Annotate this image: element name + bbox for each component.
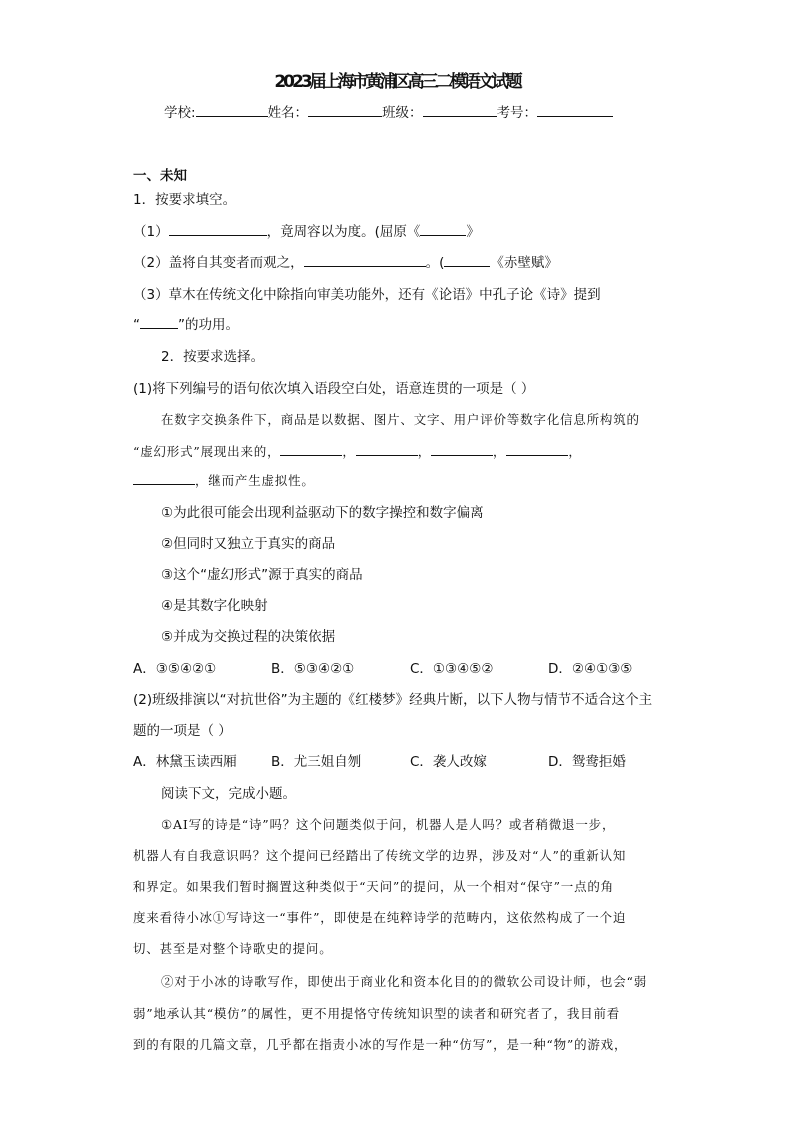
- item-2-source: 《赤壁赋》: [490, 255, 558, 271]
- name-label: 姓名：: [267, 105, 309, 121]
- option-2-a[interactable]: A．林黛玉读西厢: [133, 754, 237, 770]
- comma: ，: [342, 444, 356, 459]
- school-field[interactable]: [196, 103, 268, 117]
- passage-end: ，继而产生虚拟性。: [195, 473, 315, 488]
- question-1-item-2: [133, 253, 558, 273]
- comma: ，: [568, 444, 582, 459]
- paragraph-2-line-2: 弱”地承认其“模仿”的属性，更不用提恪守传统知识型的读者和研究者了，我目前看: [133, 1006, 621, 1021]
- sentence-5: ⑤并成为交换过程的决策依据: [161, 629, 336, 645]
- sentence-2: ②但同时又独立于真实的商品: [161, 536, 336, 552]
- blank-4[interactable]: [444, 253, 490, 267]
- blank-3[interactable]: [304, 253, 426, 267]
- option-d[interactable]: D．②④①③⑤: [548, 661, 633, 677]
- passage-line-2: [133, 442, 582, 462]
- question-1-item-3: （3）草木在传统文化中除指向审美功能外，还有《论语》中孔子论《诗》提到: [133, 287, 601, 303]
- option-2-d[interactable]: D．鸳鸯拒婚: [548, 754, 626, 770]
- question-2-sub-2: (2)班级排演以“对抗世俗”为主题的《红楼梦》经典片断，以下人物与情节不适合这个主: [133, 692, 653, 708]
- page-title: 2023届上海市黄浦区高三二模语文试题: [274, 72, 520, 92]
- option-b[interactable]: B．⑤③④②①: [271, 661, 355, 677]
- paragraph-1-line-4: 度来看待小冰①写诗这一“事件”，即使是在纯粹诗学的范畴内，这依然构成了一个迫: [133, 910, 627, 925]
- school-label: 学校:: [164, 105, 196, 121]
- paragraph-1-line-2: 机器人有自我意识吗？这个提问已经踏出了传统文学的边界，涉及对“人”的重新认知: [133, 848, 627, 863]
- blank-5[interactable]: [140, 315, 178, 329]
- passage-blank-1[interactable]: [280, 442, 342, 456]
- question-1-stem: 1．按要求填空。: [133, 192, 237, 208]
- student-info-line: [164, 103, 613, 123]
- option-2-c[interactable]: C．袭人改嫁: [410, 754, 487, 770]
- paragraph-1-line-1: ①AI写的诗是“诗”吗？这个问题类似于问，机器人是人吗？或者稍微退一步，: [161, 817, 616, 832]
- sentence-1: ①为此很可能会出现利益驱动下的数字操控和数字偏离: [161, 505, 484, 521]
- paragraph-1-line-5: 切、甚至是对整个诗歌史的提问。: [133, 941, 333, 956]
- option-c[interactable]: C．①③④⑤②: [410, 661, 494, 677]
- id-field[interactable]: [537, 103, 613, 117]
- question-1-item-1: [133, 222, 480, 242]
- item-1-close: 》: [466, 224, 480, 240]
- passage-blank-4[interactable]: [506, 442, 568, 456]
- passage-line-1: 在数字交换条件下，商品是以数据、图片、文字、用户评价等数字化信息所构筑的: [161, 412, 640, 427]
- reading-intro: 阅读下文，完成小题。: [161, 786, 296, 802]
- option-a[interactable]: A．③⑤④②①: [133, 661, 217, 677]
- id-label: 考号：: [496, 105, 538, 121]
- paragraph-1-line-3: 和界定。如果我们暂时搁置这种类似于“天问”的提问，从一个相对“保守”一点的角: [133, 879, 614, 894]
- item-2-text: （2）盖将自其变者而观之，: [133, 255, 304, 271]
- class-field[interactable]: [423, 103, 497, 117]
- question-2-stem: 2．按要求选择。: [161, 349, 265, 365]
- sentence-3: ③这个“虚幻形式”源于真实的商品: [161, 567, 363, 583]
- class-label: 班级：: [382, 105, 423, 121]
- question-2-sub-2-cont: 题的一项是（ ）: [133, 723, 232, 739]
- item-2-mid: 。(: [425, 255, 445, 271]
- item-3-end: ”的功用。: [178, 317, 239, 333]
- question-2-sub-1: (1)将下列编号的语句依次填入语段空白处，语意连贯的一项是（ ）: [133, 381, 535, 397]
- comma: ，: [417, 444, 432, 459]
- question-1-item-3-cont: [133, 315, 239, 335]
- quote-open: “: [133, 317, 140, 333]
- passage-blank-3[interactable]: [431, 442, 493, 456]
- item-1-text: ，竟周容以为度。(屈原《: [266, 224, 421, 240]
- name-field[interactable]: [308, 103, 382, 117]
- passage-blank-2[interactable]: [356, 442, 418, 456]
- option-2-b[interactable]: B．尤三姐自刎: [271, 754, 362, 770]
- blank-1[interactable]: [169, 222, 267, 236]
- passage-blank-5[interactable]: [133, 471, 195, 485]
- item-1-number: （1）: [133, 224, 169, 240]
- passage-text: “虚幻形式”展现出来的，: [133, 444, 281, 459]
- sentence-4: ④是其数字化映射: [161, 598, 268, 614]
- section-heading: 一、未知: [133, 168, 187, 184]
- paragraph-2-line-3: 到的有限的几篇文章，几乎都在指责小冰的写作是一种“仿写”，是一种“物”的游戏，: [133, 1037, 628, 1052]
- comma: ，: [493, 444, 507, 459]
- passage-line-3: [133, 471, 315, 491]
- blank-2[interactable]: [420, 222, 466, 236]
- paragraph-2-line-1: ②对于小冰的诗歌写作，即使出于商业化和资本化目的的微软公司设计师，也会“弱: [161, 974, 647, 989]
